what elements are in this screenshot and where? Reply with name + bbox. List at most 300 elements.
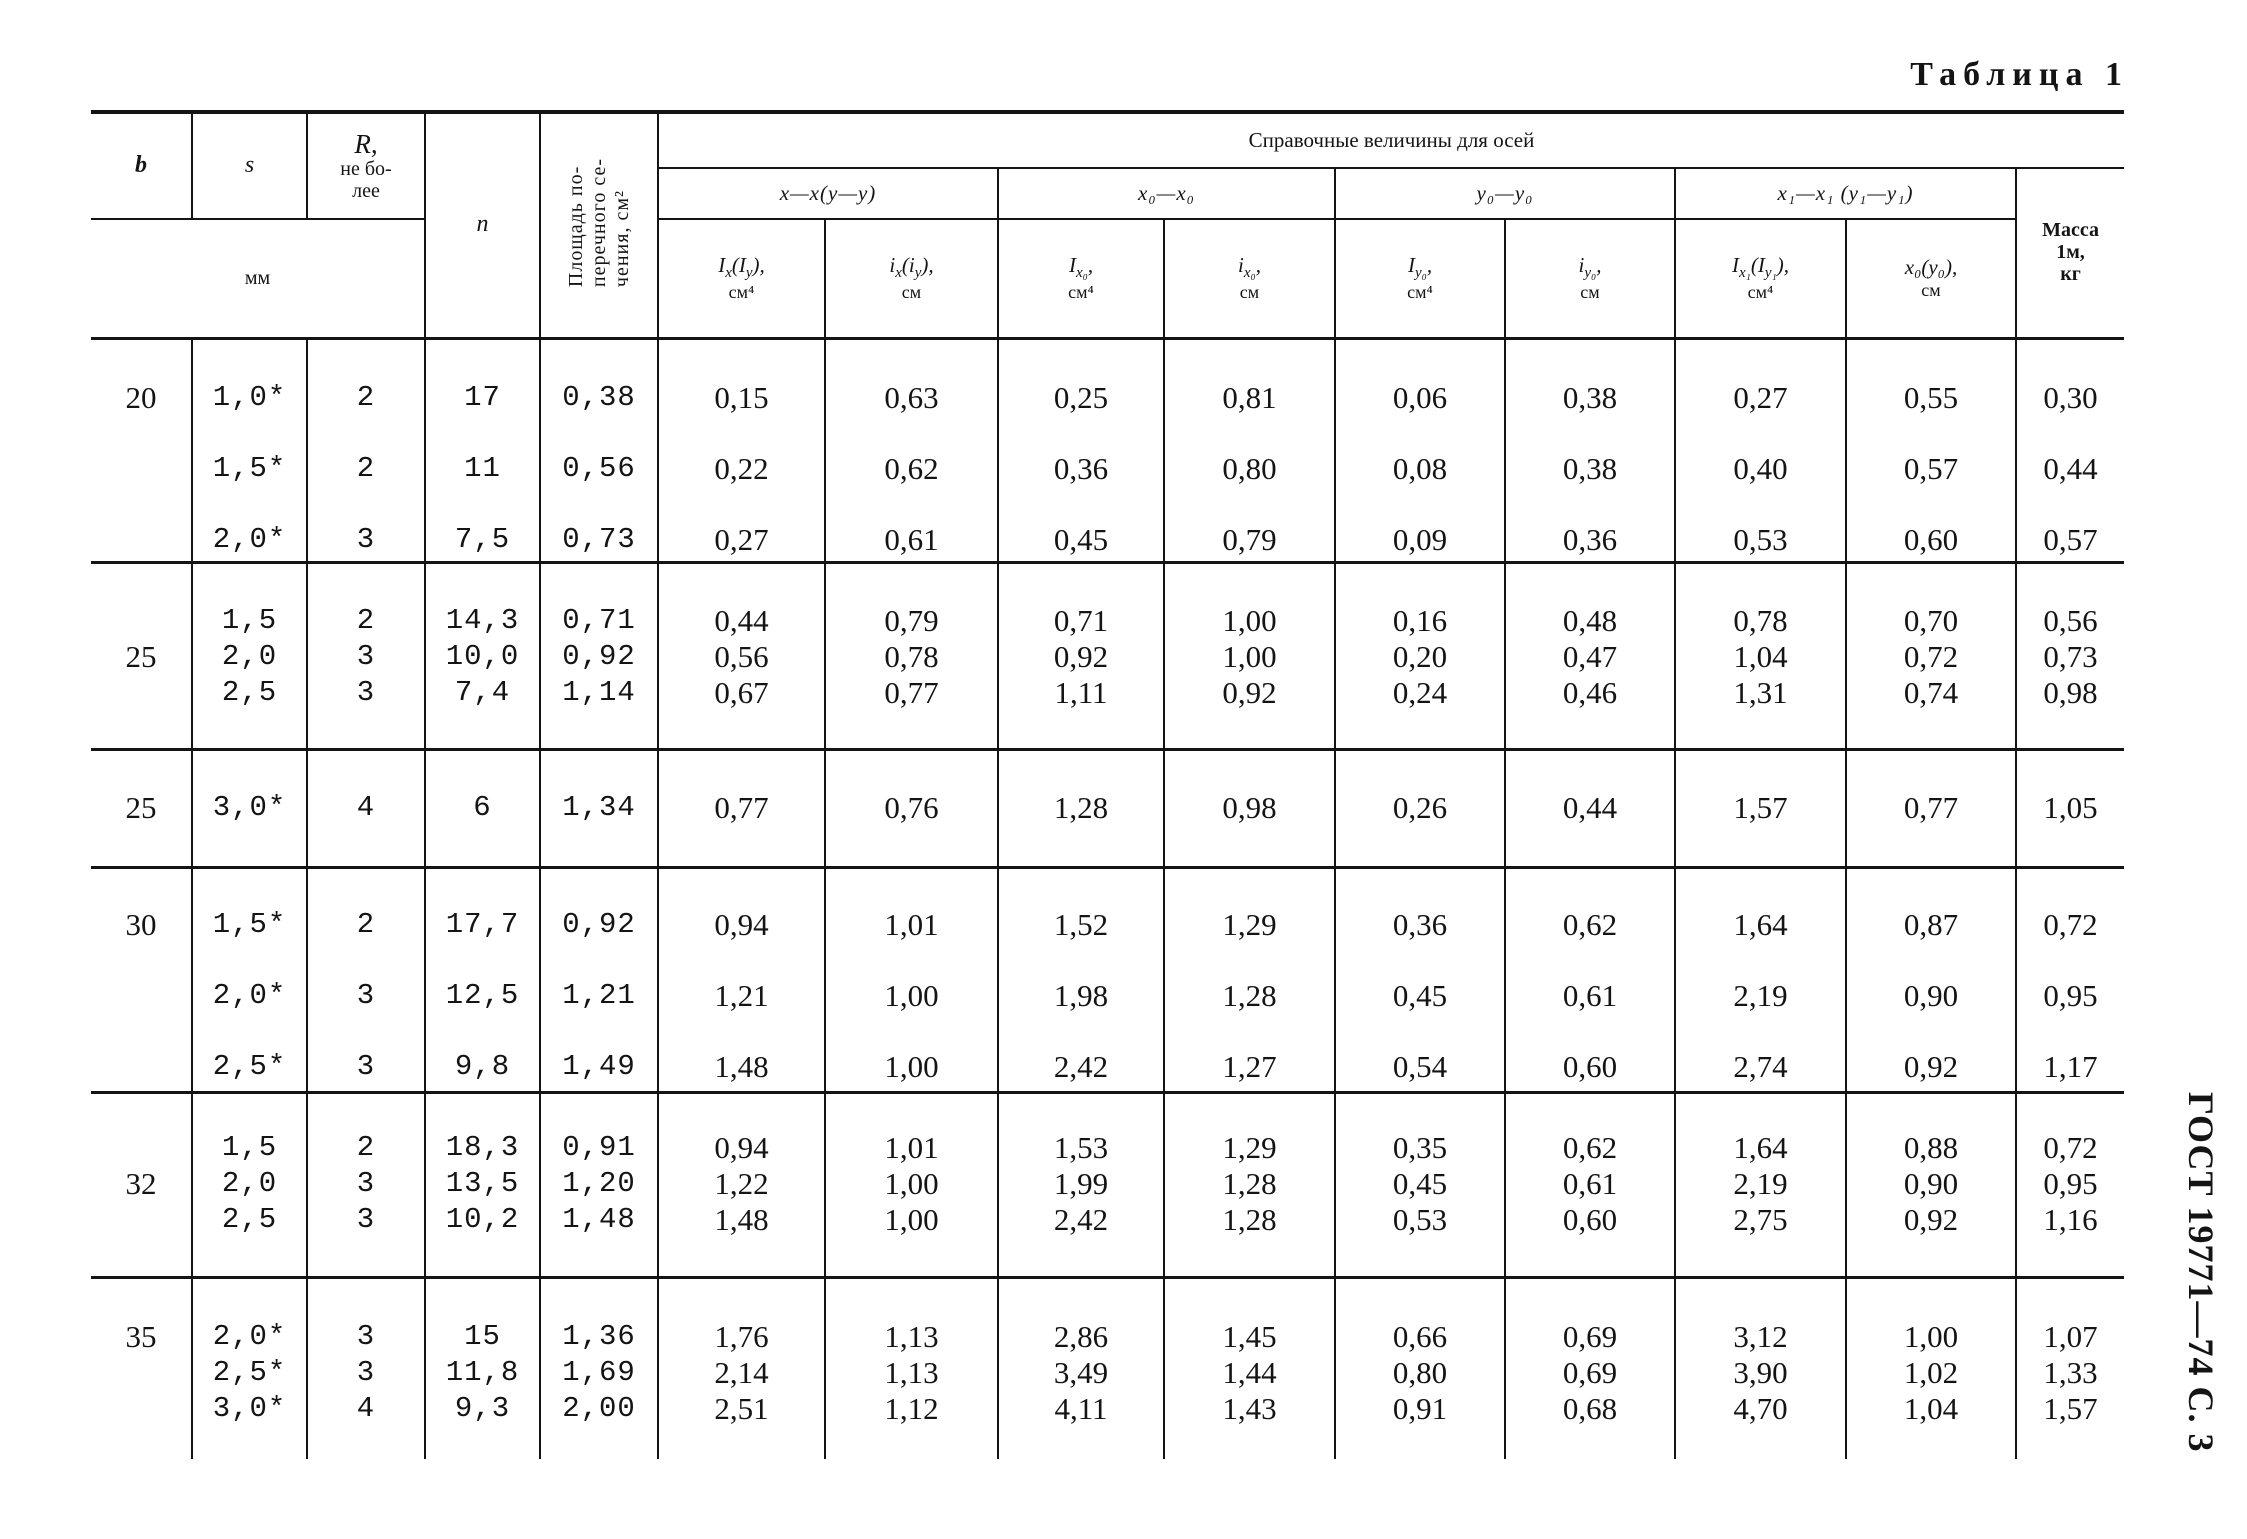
value-x0: 0,70	[1903, 602, 1959, 638]
symbol-text: I	[718, 252, 726, 277]
header-ix-iy-moment-unit: см⁴	[728, 282, 755, 303]
value-b: 20	[125, 379, 157, 415]
cell-Ix0	[998, 562, 1164, 749]
value-x0: 0,88	[1903, 1129, 1959, 1165]
header-iy0-moment-unit: см⁴	[1407, 282, 1433, 303]
header-axis-y0-y0: y₀—y₀	[1335, 168, 1675, 219]
value-Ix1: 3,90	[1733, 1354, 1788, 1390]
cell-ix	[825, 338, 998, 562]
value-Ix0: 1,11	[1054, 674, 1108, 710]
value-ix: 0,62	[884, 450, 939, 486]
symbol-text: ),	[1776, 252, 1789, 277]
value-Iy0: 0,24	[1392, 674, 1448, 710]
header-s	[192, 112, 307, 219]
table-body	[91, 338, 2124, 1459]
symbol-text: I	[1732, 252, 1739, 277]
symbol-text: ),	[921, 252, 934, 277]
value-A: 0,73	[562, 522, 636, 556]
value-iy0: 0,60	[1562, 1201, 1618, 1237]
value-x0: 0,55	[1903, 379, 1959, 415]
cell-R	[307, 749, 425, 867]
value-b: 30	[125, 906, 157, 942]
symbol-subscript: y₀	[1584, 265, 1597, 282]
value-ix0: 0,81	[1222, 379, 1277, 415]
value-ix0: 0,98	[1222, 789, 1277, 825]
cell-n	[425, 1277, 540, 1459]
value-R: 3	[356, 1166, 376, 1200]
cell-s	[192, 1092, 307, 1277]
header-reference-label: Справочные величины для осей	[1248, 128, 1535, 153]
value-s: 1,5*	[212, 907, 287, 941]
cell-s	[192, 338, 307, 562]
value-ix0: 0,80	[1222, 450, 1277, 486]
header-r-note-2: лее	[352, 179, 380, 202]
symbol-subscript: y	[914, 265, 922, 282]
value-A: 1,34	[562, 790, 636, 824]
value-ix0: 1,45	[1222, 1318, 1277, 1354]
value-Ix: 0,77	[714, 789, 769, 825]
value-m: 0,98	[2043, 674, 2098, 710]
value-Ix: 0,94	[714, 1129, 769, 1165]
value-Ix: 0,56	[714, 638, 769, 674]
value-s: 2,0	[221, 1166, 278, 1200]
value-iy0: 0,61	[1562, 977, 1618, 1013]
header-iy0-radius-symbol	[1578, 252, 1602, 282]
value-Ix0: 2,86	[1053, 1318, 1109, 1354]
value-b: 35	[125, 1318, 157, 1354]
symbol-subscript: y₀	[1414, 265, 1427, 282]
value-x0: 1,02	[1903, 1354, 1959, 1390]
value-x0: 0,92	[1903, 1201, 1959, 1237]
value-Iy0: 0,20	[1392, 638, 1448, 674]
cell-n	[425, 749, 540, 867]
symbol-text: ,	[1087, 252, 1094, 277]
cell-R	[307, 1277, 425, 1459]
cell-x0	[1846, 1092, 2016, 1277]
table-group	[91, 338, 2124, 562]
value-s: 1,5*	[212, 451, 287, 485]
header-x0-y0-distance	[1846, 219, 2016, 338]
header-x0-y0-distance-unit: см	[1921, 279, 1941, 300]
table-group	[91, 562, 2124, 749]
cell-s	[192, 562, 307, 749]
header-mass-line-2: 1м,	[2056, 240, 2085, 263]
value-Ix: 0,67	[714, 674, 769, 710]
value-Ix: 0,22	[714, 450, 769, 486]
value-A: 0,92	[562, 639, 636, 673]
symbol-subscript: x₀	[1243, 265, 1256, 282]
value-m: 0,73	[2043, 638, 2098, 674]
value-iy0: 0,46	[1562, 674, 1618, 710]
value-ix: 1,00	[884, 977, 939, 1013]
symbol-text: i	[889, 252, 896, 277]
value-s: 1,5	[221, 1130, 278, 1164]
value-n: 18,3	[445, 1130, 520, 1164]
symbol-subscript: y₁	[1764, 265, 1777, 282]
value-ix: 0,61	[884, 521, 939, 557]
value-Ix: 1,22	[714, 1165, 769, 1201]
cell-Iy0	[1335, 338, 1505, 562]
value-Ix1: 0,27	[1733, 379, 1788, 415]
cell-ix	[825, 749, 998, 867]
symbol-text: ,	[1596, 252, 1602, 277]
value-ix0: 1,00	[1222, 638, 1277, 674]
value-ix: 0,78	[884, 638, 939, 674]
cell-Ix0	[998, 1092, 1164, 1277]
value-n: 7,5	[454, 522, 511, 556]
value-iy0: 0,38	[1562, 450, 1618, 486]
header-ix0-moment-symbol	[1068, 252, 1094, 282]
value-ix0: 0,92	[1222, 674, 1277, 710]
cell-Ix	[658, 749, 825, 867]
value-Ix1: 2,74	[1733, 1048, 1788, 1084]
value-Ix0: 1,28	[1053, 789, 1109, 825]
value-R: 2	[356, 451, 376, 485]
value-n: 6	[473, 790, 492, 824]
value-s: 1,5	[221, 603, 278, 637]
header-n	[425, 112, 540, 338]
header-ix-iy-radius-symbol	[889, 252, 934, 282]
header-ix-iy-moment	[658, 219, 825, 338]
value-ix: 0,79	[884, 602, 939, 638]
value-iy0: 0,62	[1562, 1129, 1618, 1165]
value-x0: 0,57	[1903, 450, 1959, 486]
value-Ix1: 1,64	[1733, 906, 1788, 942]
value-Ix1: 1,64	[1733, 1129, 1788, 1165]
value-A: 0,56	[562, 451, 636, 485]
value-Iy0: 0,45	[1392, 1165, 1448, 1201]
header-units-mm	[91, 219, 425, 338]
cell-iy0	[1505, 867, 1675, 1092]
cell-Ix0	[998, 867, 1164, 1092]
value-iy0: 0,47	[1562, 638, 1618, 674]
value-Ix: 1,48	[714, 1201, 769, 1237]
header-ix-iy-radius-unit: см	[901, 282, 922, 303]
value-n: 13,5	[445, 1166, 520, 1200]
header-area	[540, 112, 658, 338]
symbol-text: I	[1068, 252, 1076, 277]
header-b	[91, 112, 192, 219]
value-ix0: 1,43	[1222, 1390, 1277, 1426]
value-ix0: 1,28	[1222, 1201, 1277, 1237]
header-ix-iy-radius	[825, 219, 998, 338]
cell-iy0	[1505, 749, 1675, 867]
value-m: 1,16	[2043, 1201, 2098, 1237]
value-m: 0,95	[2043, 977, 2098, 1013]
cell-x0	[1846, 338, 2016, 562]
value-ix: 1,13	[884, 1318, 939, 1354]
value-n: 11	[464, 451, 501, 485]
cell-R	[307, 1092, 425, 1277]
value-iy0: 0,61	[1562, 1165, 1618, 1201]
cell-n	[425, 867, 540, 1092]
cell-Ix1	[1675, 1277, 1846, 1459]
value-Ix0: 0,25	[1053, 379, 1109, 415]
value-iy0: 0,62	[1562, 906, 1618, 942]
value-x0: 1,00	[1903, 1318, 1959, 1354]
value-Ix1: 2,75	[1733, 1201, 1788, 1237]
value-ix0: 1,28	[1222, 1165, 1277, 1201]
cell-Ix1	[1675, 338, 1846, 562]
value-R: 2	[356, 380, 376, 414]
reference-table	[91, 110, 2124, 1459]
value-Ix: 1,48	[714, 1048, 769, 1084]
value-R: 2	[356, 1130, 376, 1164]
value-R: 2	[356, 907, 376, 941]
header-area-line-2: перечного се-	[587, 158, 610, 288]
value-m: 1,07	[2043, 1318, 2098, 1354]
value-x0: 0,72	[1903, 638, 1959, 674]
value-iy0: 0,44	[1562, 789, 1618, 825]
value-n: 15	[464, 1319, 501, 1353]
cell-Ix1	[1675, 867, 1846, 1092]
value-R: 3	[356, 639, 376, 673]
value-ix: 0,76	[884, 789, 939, 825]
symbol-text: (I	[1750, 252, 1765, 277]
value-R: 3	[356, 1355, 376, 1389]
value-m: 1,57	[2043, 1390, 2098, 1426]
value-A: 1,20	[562, 1166, 636, 1200]
value-Ix1: 0,40	[1733, 450, 1788, 486]
value-ix: 0,63	[884, 379, 939, 415]
header-axis-x0-x0: x₀—x₀	[998, 168, 1335, 219]
value-Ix1: 2,19	[1733, 1165, 1788, 1201]
cell-n	[425, 562, 540, 749]
symbol-text: i	[1578, 252, 1585, 277]
header-ix0-radius-symbol	[1238, 252, 1261, 282]
cell-R	[307, 562, 425, 749]
value-b: 25	[125, 638, 157, 674]
value-m: 0,57	[2043, 521, 2098, 557]
header-r	[307, 112, 425, 219]
table-group	[91, 749, 2124, 867]
value-Ix0: 0,71	[1053, 602, 1109, 638]
cell-ix0	[1164, 1277, 1335, 1459]
value-Ix1: 1,04	[1733, 638, 1788, 674]
symbol-subscript: x₀	[1075, 265, 1088, 282]
value-Iy0: 0,66	[1392, 1318, 1448, 1354]
value-Iy0: 0,35	[1392, 1129, 1448, 1165]
value-ix: 1,01	[884, 1129, 939, 1165]
value-s: 2,5*	[212, 1355, 287, 1389]
value-A: 2,00	[562, 1391, 636, 1425]
cell-x0	[1846, 867, 2016, 1092]
value-s: 3,0*	[212, 1391, 287, 1425]
cell-Ix	[658, 562, 825, 749]
header-ix0-moment	[998, 219, 1164, 338]
value-Ix: 2,51	[714, 1390, 769, 1426]
value-s: 2,5	[221, 1202, 278, 1236]
value-Iy0: 0,08	[1392, 450, 1448, 486]
cell-Iy0	[1335, 1277, 1505, 1459]
value-n: 7,4	[454, 675, 511, 709]
value-ix0: 1,27	[1222, 1048, 1277, 1084]
value-R: 4	[356, 790, 376, 824]
value-s: 2,0*	[212, 522, 287, 556]
value-b: 25	[125, 789, 157, 825]
value-iy0: 0,38	[1562, 379, 1618, 415]
header-b-label: b	[135, 152, 147, 179]
symbol-text: i	[1238, 252, 1244, 277]
symbol-text: ,	[1426, 252, 1433, 277]
cell-iy0	[1505, 338, 1675, 562]
cell-A	[540, 749, 658, 867]
cell-Ix0	[998, 1277, 1164, 1459]
value-x0: 0,87	[1903, 906, 1959, 942]
cell-A	[540, 1092, 658, 1277]
value-Ix0: 4,11	[1054, 1390, 1108, 1426]
value-n: 17	[464, 380, 501, 414]
value-m: 0,56	[2043, 602, 2098, 638]
value-Iy0: 0,26	[1392, 789, 1448, 825]
value-ix: 1,13	[884, 1354, 939, 1390]
cell-b	[91, 338, 192, 562]
cell-x0	[1846, 1277, 2016, 1459]
value-n: 10,0	[445, 639, 520, 673]
cell-m	[2016, 1092, 2124, 1277]
value-m: 1,05	[2043, 789, 2098, 825]
value-s: 2,5	[221, 675, 278, 709]
symbol-text: (i	[901, 252, 915, 277]
header-s-label: s	[244, 152, 255, 179]
table-group	[91, 867, 2124, 1092]
value-A: 1,14	[562, 675, 636, 709]
value-m: 0,95	[2043, 1165, 2098, 1201]
value-s: 2,0*	[212, 1319, 287, 1353]
value-m: 1,33	[2043, 1354, 2098, 1390]
cell-ix	[825, 867, 998, 1092]
cell-Iy0	[1335, 562, 1505, 749]
cell-Iy0	[1335, 867, 1505, 1092]
value-Ix0: 0,45	[1053, 521, 1109, 557]
value-x0: 0,77	[1903, 789, 1959, 825]
value-ix0: 1,29	[1222, 1129, 1277, 1165]
value-Ix0: 0,92	[1053, 638, 1109, 674]
cell-R	[307, 338, 425, 562]
cell-Ix	[658, 338, 825, 562]
value-s: 1,0*	[212, 380, 287, 414]
value-iy0: 0,48	[1562, 602, 1618, 638]
cell-iy0	[1505, 1092, 1675, 1277]
value-Ix1: 0,53	[1733, 521, 1788, 557]
value-R: 2	[356, 603, 376, 637]
value-ix: 1,12	[884, 1390, 939, 1426]
header-axis-x1-x1: x₁—x₁ (y₁—y₁)	[1675, 168, 2016, 219]
value-Ix0: 2,42	[1053, 1201, 1109, 1237]
value-iy0: 0,60	[1562, 1048, 1618, 1084]
value-Iy0: 0,06	[1392, 379, 1448, 415]
value-Ix1: 1,57	[1733, 789, 1788, 825]
value-iy0: 0,68	[1562, 1390, 1618, 1426]
cell-Ix1	[1675, 562, 1846, 749]
symbol-subscript: y	[745, 265, 753, 282]
table-header	[91, 112, 2124, 338]
value-A: 1,21	[562, 978, 636, 1012]
value-Ix1: 0,78	[1733, 602, 1788, 638]
value-A: 0,71	[562, 603, 636, 637]
value-Ix: 1,76	[714, 1318, 769, 1354]
cell-m	[2016, 749, 2124, 867]
cell-A	[540, 562, 658, 749]
value-Ix: 0,15	[714, 379, 769, 415]
value-x0: 1,04	[1903, 1390, 1959, 1426]
value-R: 4	[356, 1391, 376, 1425]
cell-m	[2016, 562, 2124, 749]
value-Ix: 1,21	[714, 977, 769, 1013]
cell-x0	[1846, 749, 2016, 867]
value-m: 1,17	[2043, 1048, 2098, 1084]
header-r-note-1: не бо-	[340, 157, 392, 180]
value-Iy0: 0,91	[1392, 1390, 1448, 1426]
value-m: 0,44	[2043, 450, 2098, 486]
value-ix: 1,01	[884, 906, 939, 942]
value-Ix0: 3,49	[1053, 1354, 1109, 1390]
value-ix0: 1,29	[1222, 906, 1277, 942]
cell-A	[540, 867, 658, 1092]
cell-Ix	[658, 867, 825, 1092]
value-Ix0: 1,99	[1053, 1165, 1109, 1201]
value-m: 0,72	[2043, 1129, 2098, 1165]
value-ix0: 0,79	[1222, 521, 1277, 557]
value-Ix1: 4,70	[1733, 1390, 1788, 1426]
header-area-line-1: Площадь по-	[564, 166, 587, 288]
cell-b	[91, 562, 192, 749]
cell-ix	[825, 1092, 998, 1277]
value-s: 2,0*	[212, 978, 287, 1012]
value-Iy0: 0,45	[1392, 977, 1448, 1013]
value-A: 1,49	[562, 1049, 636, 1083]
cell-s	[192, 749, 307, 867]
value-R: 3	[356, 675, 376, 709]
value-ix: 1,00	[884, 1201, 939, 1237]
header-mass-line-1: Масса	[2042, 219, 2099, 242]
value-Iy0: 0,54	[1392, 1048, 1448, 1084]
header-area-label	[565, 158, 634, 287]
value-iy0: 0,69	[1562, 1318, 1618, 1354]
value-Ix0: 1,52	[1053, 906, 1109, 942]
symbol-text: x₀(y₀),	[1904, 255, 1958, 280]
value-b: 32	[125, 1165, 157, 1201]
value-Ix0: 1,98	[1053, 977, 1109, 1013]
symbol-subscript: x₁	[1739, 265, 1751, 282]
cell-Ix1	[1675, 1092, 1846, 1277]
value-Ix: 0,44	[714, 602, 769, 638]
cell-n	[425, 1092, 540, 1277]
cell-ix0	[1164, 1092, 1335, 1277]
value-R: 3	[356, 978, 376, 1012]
header-iy0-moment-symbol	[1407, 252, 1433, 282]
value-n: 11,8	[445, 1355, 520, 1389]
header-ix1-iy1-moment	[1675, 219, 1846, 338]
value-s: 2,5*	[212, 1049, 287, 1083]
header-units-mm-label: мм	[244, 267, 271, 290]
table-title: Таблица 1	[1910, 56, 2129, 93]
value-A: 1,48	[562, 1202, 636, 1236]
header-ix0-radius-unit: см	[1239, 282, 1260, 303]
value-Ix1: 3,12	[1733, 1318, 1788, 1354]
value-s: 3,0*	[212, 790, 287, 824]
cell-b	[91, 867, 192, 1092]
value-R: 3	[356, 1202, 376, 1236]
value-ix0: 1,44	[1222, 1354, 1277, 1390]
value-m: 0,72	[2043, 906, 2098, 942]
value-Ix1: 1,31	[1733, 674, 1788, 710]
cell-s	[192, 867, 307, 1092]
symbol-text: ),	[752, 252, 765, 277]
value-x0: 0,92	[1903, 1048, 1959, 1084]
cell-m	[2016, 867, 2124, 1092]
cell-Ix0	[998, 338, 1164, 562]
